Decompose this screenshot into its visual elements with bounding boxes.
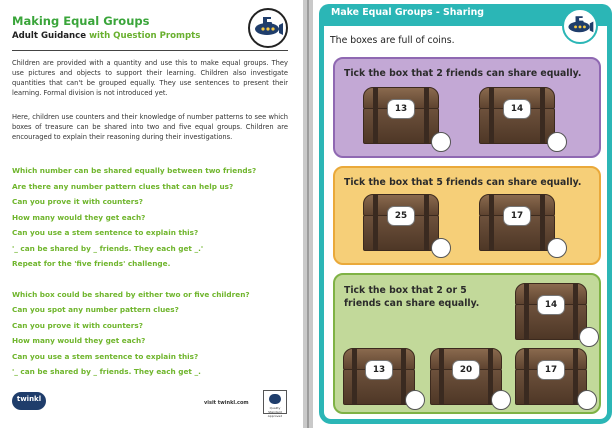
chest-number: 13 — [365, 360, 393, 380]
task-prompt: Tick the box that 2 or 5 friends can share equally. — [344, 285, 480, 310]
treasure-chest-icon — [363, 194, 439, 251]
subtitle-bold: Adult Guidance — [12, 31, 87, 41]
question-prompt: Can you prove it with counters? — [12, 197, 143, 206]
subtitle-green: with Question Prompts — [86, 31, 201, 41]
tick-box[interactable] — [491, 390, 511, 410]
guidance-paragraph-2: Here, children use counters and their knowledge of number patterns to see which boxes of treasure can be shared into two and five equal groups. Children are encouraged to explain their reasoning during their investigations. — [12, 113, 288, 142]
treasure-chest-icon — [479, 87, 555, 144]
chest-number: 14 — [537, 295, 565, 315]
task-card-two-friends — [333, 57, 601, 158]
question-prompt: Can you prove it with counters? — [12, 321, 143, 330]
submarine-icon — [248, 8, 288, 48]
tick-box[interactable] — [547, 238, 567, 258]
chest-number: 25 — [387, 206, 415, 226]
chest-number: 17 — [503, 206, 531, 226]
task-prompt: Tick the box that 5 friends can share equally. — [344, 177, 582, 188]
chest-number: 17 — [537, 360, 565, 380]
question-prompt: How many would they get each? — [12, 213, 146, 222]
twinkl-mini-logo — [269, 394, 281, 404]
question-prompt: '_ can be shared by _ friends. They each get _.' — [12, 244, 204, 253]
chest-number: 20 — [452, 360, 480, 380]
question-prompt: Which number can be shared equally between two friends? — [12, 166, 257, 175]
tick-box[interactable] — [431, 132, 451, 152]
question-prompt: Can you spot any number pattern clues? — [12, 305, 179, 314]
question-prompt: Can you use a stem sentence to explain this? — [12, 228, 199, 237]
visit-link[interactable]: visit twinkl.com — [204, 400, 249, 406]
question-prompt: Repeat for the 'five friends' challenge. — [12, 259, 171, 268]
activity-sheet-page — [313, 0, 614, 428]
chest-number: 14 — [503, 99, 531, 119]
twinkl-logo[interactable]: twinkl — [12, 392, 46, 410]
question-prompt: How many would they get each? — [12, 336, 146, 345]
tick-box[interactable] — [577, 390, 597, 410]
quality-standard-badge: Quality Standard Approved — [263, 390, 287, 414]
treasure-chest-icon — [363, 87, 439, 144]
question-prompt: Which box could be shared by either two or five children? — [12, 290, 250, 299]
activity-intro: The boxes are full of coins. — [330, 35, 455, 46]
task-card-two-or-five-friends — [333, 273, 601, 414]
guidance-paragraph-1: Children are provided with a quantity and use this to make equal groups. They use pictures and objects to support their learning. Children also investigate quantities that can't be grouped equally. They use sentences to present their learning. Formal division is not introduced yet. — [12, 59, 288, 98]
question-prompt: Are there any number pattern clues that can help us? — [12, 182, 234, 191]
task-prompt: Tick the box that 2 friends can share equally. — [344, 68, 582, 79]
page-footer — [0, 388, 303, 418]
treasure-chest-icon — [343, 348, 415, 405]
tick-box[interactable] — [431, 238, 451, 258]
submarine-icon — [562, 8, 598, 44]
question-prompt: Can you use a stem sentence to explain this? — [12, 352, 199, 361]
task-card-five-friends — [333, 166, 601, 265]
page-subtitle — [12, 31, 200, 41]
activity-title: Make Equal Groups - Sharing — [331, 7, 484, 18]
page-title: Making Equal Groups — [12, 14, 150, 28]
adult-guidance-page — [0, 0, 303, 428]
question-prompt: '_ can be shared by _ friends. They each get _. — [12, 367, 201, 376]
tick-box[interactable] — [547, 132, 567, 152]
treasure-chest-icon — [479, 194, 555, 251]
treasure-chest-icon — [515, 348, 587, 405]
tick-box[interactable] — [405, 390, 425, 410]
page-divider-line — [307, 0, 309, 428]
tick-box[interactable] — [579, 327, 599, 347]
treasure-chest-icon — [515, 283, 587, 340]
chest-number: 13 — [387, 99, 415, 119]
title-divider — [12, 50, 288, 51]
